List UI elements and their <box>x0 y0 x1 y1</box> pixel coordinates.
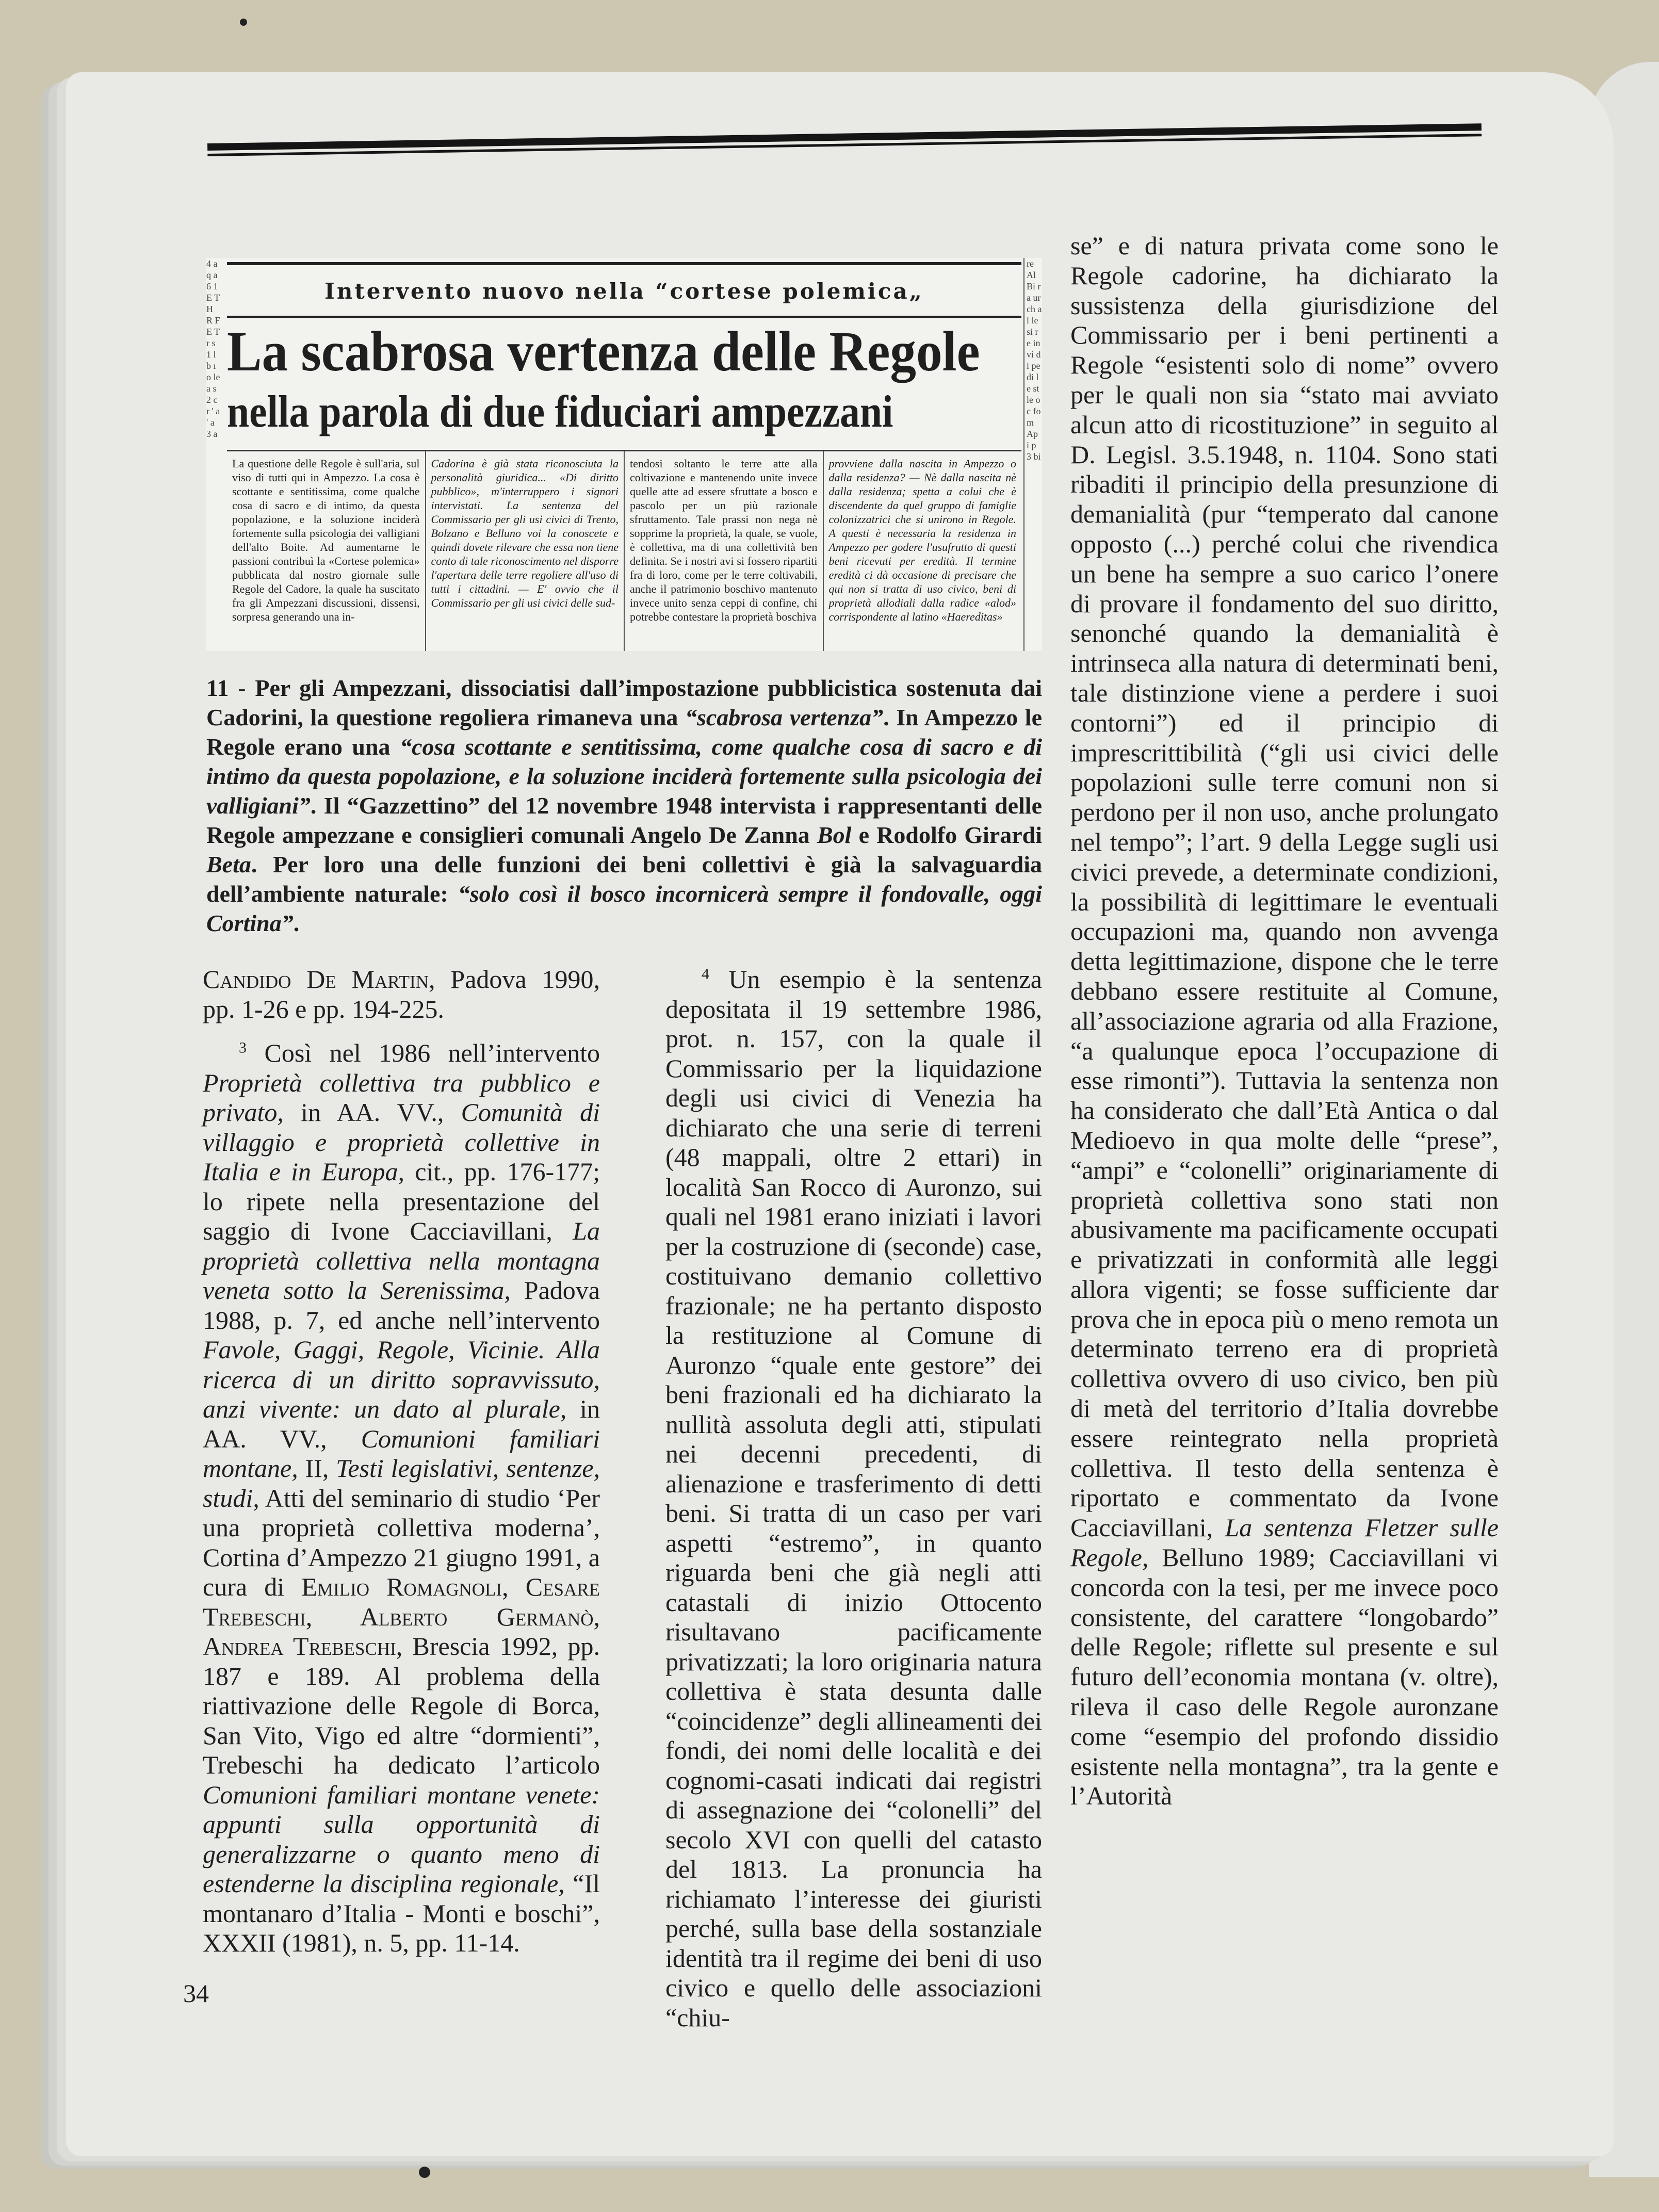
clipping-top-border <box>227 262 1021 265</box>
editor-names: Emilio Romagnoli, Cesare Trebeschi, Alberto Germanò, Andrea Trebeschi <box>203 1572 600 1661</box>
cited-title: Comunità di villaggio e proprietà collettive in Italia e in Europa, <box>203 1098 600 1186</box>
table-speck <box>240 19 247 26</box>
footnote-text: “Il montanaro d’Italia - Monti e boschi”, XXXII (1981), n. 5, pp. 11-14. <box>203 1869 600 1957</box>
cited-title: Comunioni familiari montane, <box>203 1424 600 1483</box>
footnote-text: Belluno 1989; Cacciavillani vi concorda con la tesi, per me invece poco consistente, del carattere “longobardo” delle Regole; riflette sul presente e sul futuro dell’economia montana (v. oltre), rileva il caso delle Regole auronzane come “esempio del profondo dissidio esistente nella montagna”, tra la gente e l’Autorità <box>1070 1543 1499 1811</box>
footnote-text: Un esempio è la sentenza depositata il 19 settembre 1986, prot. n. 157, con la quale il Commissario per la liquidazione degli usi civici di Venezia ha dichiarato che una serie di terreni (48 mappali, oltre 2 ettari) in località San Rocco di Auronzo, sui quali nel 1981 erano iniziati i lavori per la costruzione di (seconde) case, costituivano demanio collettivo frazionale; ne ha pertanto disposto la restituzione al Comune di Auronzo “quale ente gestore” dei beni frazionali ed ha dichiarato la nullità assoluta degli atti, stipulati nei decenni precedenti, di alienazione e trasferimento di detti beni. Si tratta di un caso per vari aspetti “estremo”, in quanto riguarda beni che già negli atti catastali di inizio Ottocento risultavano pacificamente privatizzati; la loro originaria natura collettiva è stata desunta dalle “coincidenze” degli allineamenti dei fondi, dei nomi delle località e dei cognomi-casati indicati dai registri di assegnazione dei “colonelli” del secolo XVI con quelli del catasto del 1813. La pronuncia ha richiamato l’interesse dei giuristi perché, sulla base della sostanziale identità tra il regime dei beni di uso civico e quello delle associazioni “chiu- <box>665 965 1042 2032</box>
clipping-headline: La scabrosa vertenza delle Regole <box>227 320 980 383</box>
page-number: 34 <box>183 1979 209 2008</box>
footnote-text: II, <box>298 1454 336 1483</box>
clipping-column: Cadorina è già stata riconosciuta la personalità giuridica... «Di diritto pubblico», m'interruppero i signori intervistati. La sentenza del Commissario per gli usi civici di Trento, Bolzano e Belluno voi la conoscete e quindi dovete rilevare che essa non tiene conto di tale riconoscimento nel disporre l'apertura delle terre regoliere all'uso di tutti i cittadini. — E' ovvio che il Commissario per gli usi civici delle sud- <box>426 451 625 651</box>
footnote-text: Così nel 1986 nell’intervento <box>247 1038 600 1067</box>
caption-quote: “cosa scottante e sentitissima, come qualche cosa di sacro e di intimo da questa popolazione, e la soluzione inciderà fortemente sulla psicologia dei valligiani” <box>206 734 1042 819</box>
cited-title: Proprietà collettiva tra pubblico e privato, <box>203 1068 600 1127</box>
caption-nickname: Beta <box>206 851 251 877</box>
footnote-number: 3 <box>239 1039 247 1056</box>
footnote-continuation <box>203 965 600 1024</box>
caption-text: . Il “Gazzettino” del 12 novembre 1948 intervista i rappresentanti delle Regole ampezzane e consiglieri comunali Angelo De Zanna <box>206 792 1042 848</box>
clipping-right-edge-text: re Al Bi ra ur ch al le si re in vi di pe di le st le oc fo m Ap i p 3 bi <box>1023 258 1042 651</box>
clipping-column: tendosi soltanto le terre atte alla coltivazione e mantenendo unite invece quelle atte ad essere sfruttate a bosco e pascolo per un più razionale sfruttamento. Tale prassi non nega nè sopprime la proprietà, la quale, se vuole, è collettiva, ma di una collettività ben definita. Se i nostri avi si fossero ripartiti fra di loro, come per le terre coltivabili, anche il patrimonio boschivo mantenuto invece unito senza ceppi di confine, chi potrebbe contestare la proprietà boschiva <box>625 451 824 651</box>
caption-quote: “solo così il bosco incornicerà sempre il fondovalle, oggi Cortina” <box>206 881 1042 936</box>
cited-title: Favole, Gaggi, Regole, Vicinie. Alla ricerca di un diritto sopravvissuto, anzi vivente: un dato al plurale, <box>203 1335 600 1423</box>
clipping-column: provviene dalla nascita in Ampezzo o dalla residenza? — Nè dalla nascita nè dalla residenza; spetta a colui che è discendente da quel gruppo di famiglie colonizzatrici che si unirono in Regole. A questi è necessaria la residenza in Ampezzo per godere l'usufrutto di questi beni ricevuti per eredità. Il termine eredità ci dà occasione di precisare che qui non si tratta di uso civico, beni di proprietà allodiali dalla radice «alod» corrispondente al latino «Haereditas» <box>828 457 1016 623</box>
caption-quote: “scabrosa vertenza” <box>685 704 884 730</box>
footnote-text: se” e di natura privata come sono le Regole cadorine, ha dichiarato la sussistenza della giurisdizione del Commissario per i beni pertinenti a Regole “esistenti solo di nome” ovvero per le quali non sia “stato mai avviato alcun atto di ricostituzione” in seguito al D. Legisl. 3.5.1948, n. 1104. Sono stati ribaditi il principio della presunzione di demanialità (pur “temperato dal canone opposto (...) perché colui che rivendica un bene ha sempre a suo carico l’onere di provare il fondamento del suo diritto, senonché quando la demanialità è intrinseca alla natura di determinati beni, tale distinzione viene a perdere i suoi contorni”) ed il principio di imprescrittibilità (“gli usi civici delle popolazioni sulle terre comuni non si perdono per il non uso, anche prolungato nel tempo”; l’art. 9 della Legge sugli usi civici prevede, a determinate condizioni, la possibilità di legittimare le eventuali occupazioni ma, quando non avvenga detta legittimazione, dispone che le terre debbano essere restituite al Comune, all’associazione agraria od alla Frazione, “a qualunque epoca l’occupazione di esse rimonti”). Tuttavia la sentenza non ha considerato che dall’Età Antica o dal Medioevo in qua molte delle “prese”, “ampi” e “colonelli” originariamente di proprietà collettiva sono stati non abusivamente ma pacificamente occupati e privatizzati in conformità alle leggi allora vigenti; se fosse sufficiente dar prova che in epoca più o meno remota un determinato terreno era di proprietà collettiva ovvero di uso civico, ben più di metà del territorio d’Italia dovrebbe essere reintegrato nella proprietà collettiva. Il testo della sentenza è riportato e commentato da Ivone Cacciavillani, <box>1070 231 1499 1542</box>
figure-caption <box>206 673 1042 938</box>
caption-text: . In Ampezzo le Regole erano una <box>206 704 1042 760</box>
clipping-kicker: Intervento nuovo nella “cortese polemica„ <box>324 279 924 304</box>
caption-nickname: Bol <box>817 822 852 848</box>
clipping-column: La questione delle Regole è sull'aria, sul viso di tutti qui in Ampezzo. La cosa è scottante e sentitissima, come qualche cosa di sacro e di intimo, da questa popolazione, e la soluzione inciderà fortemente sulla psicologia dei valligiani dell'alto Boite. Ad aumentarne le passioni contribuì la «Cortese polemica» pubblicata dal nostro giornale sulle Regole del Cadore, la quale ha suscitato fra gli Ampezzani discussioni, dissensi, sorpresa generando una in- <box>227 451 426 651</box>
footnote-number: 4 <box>702 965 709 983</box>
footnote-text: , Brescia 1992, pp. 187 e 189. Al problema della riattivazione delle Regole di Borca, San Vito, Vigo ed altre “dormienti”, Trebeschi ha dedicato l’articolo <box>203 1632 600 1779</box>
cited-title: La sentenza Fletzer sulle Regole, <box>1070 1513 1499 1572</box>
footnote-3 <box>203 1038 600 1958</box>
cited-title: La proprietà collettiva nella montagna veneta sotto la Serenissima, <box>203 1216 600 1305</box>
footnote-column-right <box>1070 231 1499 1811</box>
footnote-text: in AA. VV., <box>203 1394 600 1453</box>
cited-title: Testi legislativi, sentenze, studi, <box>203 1454 600 1512</box>
caption-text: e Rodolfo Girardi <box>851 822 1042 848</box>
caption-text: 11 - Per gli Ampezzani, dissociatisi dall’impostazione pubblicistica sostenuta dai Cadorini, la questione regoliera rimaneva una <box>206 675 1042 730</box>
caption-text: . <box>293 910 300 936</box>
footnote-text: cit., pp. 176-177; lo ripete nella presentazione del saggio di Ivone Cacciavillani, <box>203 1157 600 1245</box>
footnote-text: Padova 1988, p. 7, ed anche nell’intervento <box>203 1276 600 1335</box>
clipping-columns <box>227 450 1021 651</box>
clipping-left-edge-text: 4 a q a 6 1 E T H R F E T r s 1 l b ı o le a s 2 c r ' a ' a 3 a <box>206 258 220 439</box>
footnote-text: , Padova 1990, pp. 1-26 e pp. 194-225. <box>203 965 600 1023</box>
cited-title: Comunioni familiari montane venete: appunti sulla opportunità di generalizzarne o quanto meno di estenderne la disciplina regionale, <box>203 1780 600 1898</box>
author-name: Candido De Martin <box>203 965 429 994</box>
newspaper-clipping <box>206 258 1042 651</box>
footnote-4 <box>665 965 1042 2032</box>
footnote-text: in AA. VV., <box>283 1098 461 1127</box>
clipping-divider <box>227 316 1021 318</box>
clipping-subheadline: nella parola di due fiduciari ampezzani <box>227 387 893 437</box>
footnote-text: Atti del seminario di studio ‘Per una proprietà collettiva moderna’, Cortina d’Ampezzo 21 giugno 1991, a cura di <box>203 1483 600 1601</box>
footnote-4-continuation <box>1070 231 1499 1811</box>
table-speck <box>419 2167 430 2178</box>
caption-text: . Per loro una delle funzioni dei beni collettivi è già la salvaguardia dell’ambiente naturale: <box>206 851 1042 907</box>
footnote-column-left <box>203 965 600 1958</box>
footnote-column-middle <box>665 965 1042 2032</box>
